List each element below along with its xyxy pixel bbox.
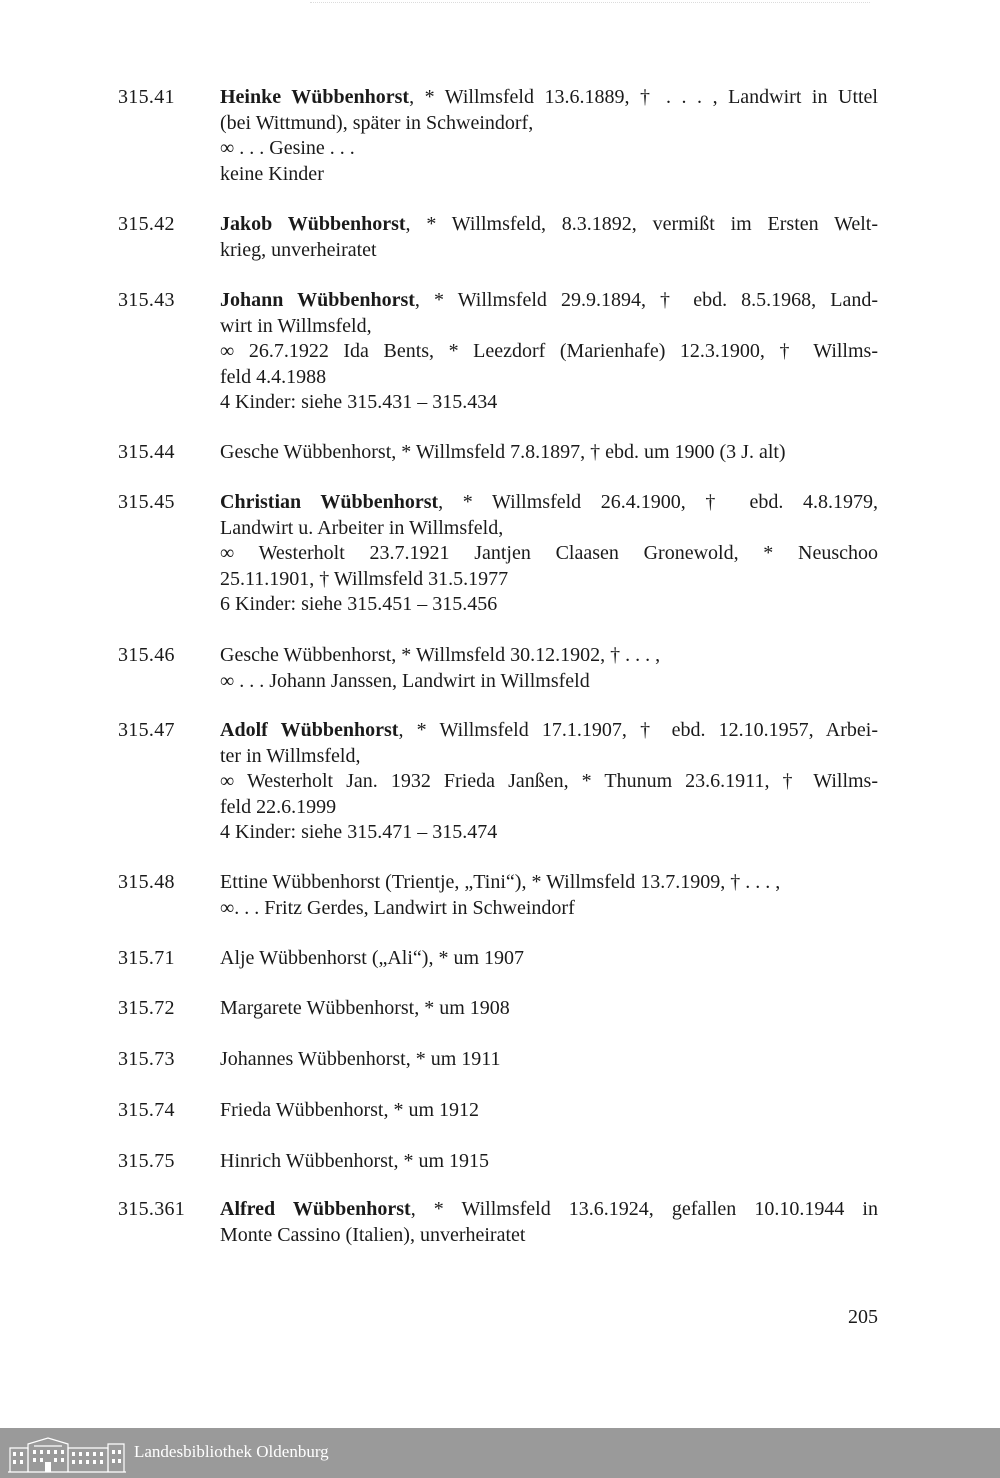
entry-line: Christian Wübbenhorst, * Willmsfeld 26.4.1900, † ebd. 4.8.1979, (220, 491, 878, 513)
entry-line: keine Kinder (220, 162, 324, 185)
entry-line: wirt in Willmsfeld, (220, 314, 372, 337)
entry-line: ∞ Westerholt Jan. 1932 Frieda Janßen, * Thunum 23.6.1911, † Willms- (220, 770, 878, 792)
entry-315-47 (118, 718, 878, 846)
entry-line: krieg, unverheiratet (220, 238, 377, 261)
entry-line: 25.11.1901, † Willmsfeld 31.5.1977 (220, 567, 509, 590)
entry-line: Alje Wübbenhorst („Ali“), * um 1907 (220, 947, 525, 969)
entry-number: 315.361 (118, 1198, 186, 1220)
entry-315-45 (118, 490, 878, 618)
entry-line: Margarete Wübbenhorst, * um 1908 (220, 997, 510, 1019)
entry-number: 315.75 (118, 1150, 175, 1172)
person-name: Christian Wübbenhorst (220, 491, 439, 513)
entry-line: Frieda Wübbenhorst, * um 1912 (220, 1099, 480, 1121)
entry-line: ter in Willmsfeld, (220, 744, 361, 767)
entry-line: feld 4.4.1988 (220, 365, 327, 388)
entry-line: ∞ Westerholt 23.7.1921 Jantjen Claasen Gronewold, * Neuschoo (220, 542, 878, 564)
entry-number: 315.72 (118, 997, 175, 1019)
entry-line: Alfred Wübbenhorst, * Willmsfeld 13.6.1924, gefallen 10.10.1944 in (220, 1198, 878, 1220)
entry-line: Jakob Wübbenhorst, * Willmsfeld, 8.3.1892, vermißt im Ersten Welt- (220, 213, 878, 235)
entry-315-48 (118, 870, 878, 921)
entry-number: 315.47 (118, 719, 175, 741)
entry-number: 315.48 (118, 871, 175, 893)
person-name: Alfred Wübbenhorst (220, 1198, 411, 1220)
entry-line: (bei Wittmund), später in Schweindorf, (220, 111, 534, 134)
library-building-icon (8, 1434, 126, 1474)
entry-line: feld 22.6.1999 (220, 795, 337, 818)
scan-artifact (310, 2, 870, 11)
entry-315-361 (118, 1197, 878, 1248)
person-name: Jakob Wübbenhorst (220, 213, 406, 235)
entry-number: 315.43 (118, 289, 175, 311)
entry-line: Ettine Wübbenhorst (Trientje, „Tini“), * Willmsfeld 13.7.1909, † . . . , (220, 871, 781, 893)
entry-315-43 (118, 288, 878, 416)
entry-line: 4 Kinder: siehe 315.471 – 315.474 (220, 821, 498, 843)
person-name: Adolf Wübbenhorst (220, 719, 399, 741)
library-footer (0, 1428, 1000, 1478)
entry-number: 315.74 (118, 1099, 175, 1121)
person-name: Heinke Wübbenhorst (220, 86, 410, 108)
entry-line: Landwirt u. Arbeiter in Willmsfeld, (220, 516, 504, 539)
entry-line: ∞. . . Fritz Gerdes, Landwirt in Schweindorf (220, 896, 575, 919)
entry-315-46 (118, 643, 878, 694)
entry-line: ∞ . . . Gesine . . . (220, 137, 355, 159)
entry-line: Johannes Wübbenhorst, * um 1911 (220, 1048, 501, 1070)
entry-line: Monte Cassino (Italien), unverheiratet (220, 1223, 526, 1246)
entry-number: 315.71 (118, 947, 175, 969)
entry-line: 4 Kinder: siehe 315.431 – 315.434 (220, 391, 498, 413)
entry-line: 6 Kinder: siehe 315.451 – 315.456 (220, 593, 498, 615)
entry-line: ∞ 26.7.1922 Ida Bents, * Leezdorf (Marienhafe) 12.3.1900, † Willms- (220, 340, 878, 362)
entry-number: 315.46 (118, 644, 175, 666)
entry-line: Adolf Wübbenhorst, * Willmsfeld 17.1.1907, † ebd. 12.10.1957, Arbei- (220, 719, 878, 741)
entry-number: 315.73 (118, 1048, 175, 1070)
entry-315-72 (118, 996, 878, 1022)
entry-315-74 (118, 1098, 878, 1124)
entry-315-44 (118, 440, 878, 466)
entry-number: 315.41 (118, 86, 175, 108)
entry-number: 315.45 (118, 491, 175, 513)
entry-line: Gesche Wübbenhorst, * Willmsfeld 7.8.1897, † ebd. um 1900 (3 J. alt) (220, 441, 786, 463)
entry-315-73 (118, 1047, 878, 1073)
library-name: Landesbibliothek Oldenburg (134, 1442, 329, 1461)
entry-line: ∞ . . . Johann Janssen, Landwirt in Willmsfeld (220, 669, 590, 692)
entry-line: Johann Wübbenhorst, * Willmsfeld 29.9.1894, † ebd. 8.5.1968, Land- (220, 289, 878, 311)
entry-line: Gesche Wübbenhorst, * Willmsfeld 30.12.1902, † . . . , (220, 644, 661, 666)
page-number: 205 (848, 1306, 878, 1328)
entry-315-71 (118, 946, 878, 972)
entry-315-42 (118, 212, 878, 263)
entry-315-41 (118, 85, 878, 187)
entry-line: Heinke Wübbenhorst, * Willmsfeld 13.6.1889, † . . . , Landwirt in Uttel (220, 86, 878, 108)
entry-315-75 (118, 1149, 878, 1175)
entry-number: 315.42 (118, 213, 175, 235)
entry-number: 315.44 (118, 441, 175, 463)
person-name: Johann Wübbenhorst (220, 289, 415, 311)
entry-line: Hinrich Wübbenhorst, * um 1915 (220, 1150, 490, 1172)
